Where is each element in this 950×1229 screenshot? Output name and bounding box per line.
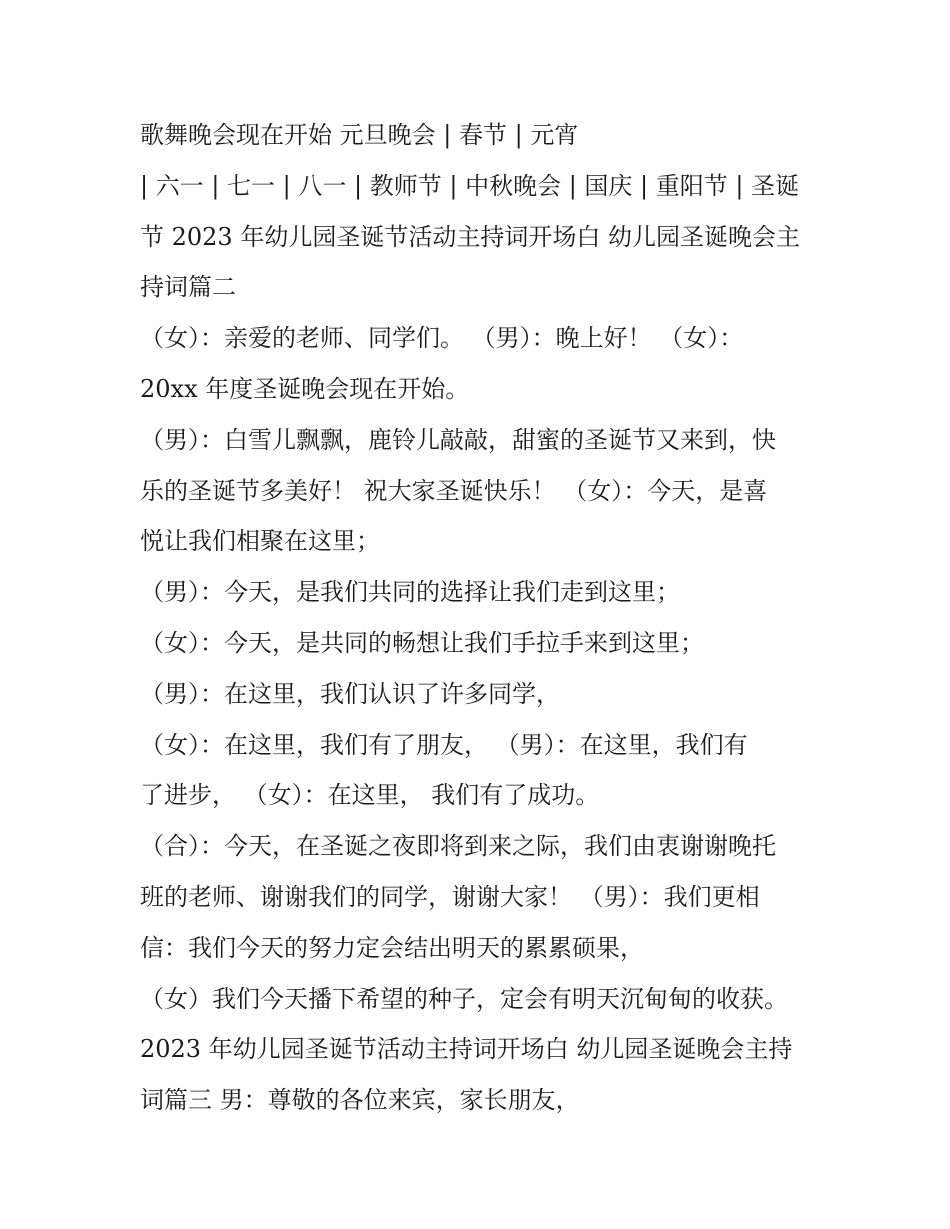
text-line-12: （男）：在这里，我们认识了许多同学， [140,679,560,708]
text-line-20: 词篇三 男：尊敬的各位来宾，家长朋友， [140,1086,580,1115]
text-line-5: （女）：亲爱的老师、同学们。 （男）：晚上好！ （女）： [140,324,744,353]
text-line-18: （女）我们今天播下希望的种子，定会有明天沉甸甸的收获。 [140,984,788,1013]
text-line-7: （男）：白雪儿飘飘，鹿铃儿敲敲，甜蜜的圣诞节又来到，快 [140,425,776,454]
text-line-1: 歌舞晚会现在开始 元旦晚会 | 春节 | 元宵 [140,121,579,149]
text-line-8: 乐的圣诞节多美好！ 祝大家圣诞快乐！ （女）：今天，是喜 [140,476,768,505]
text-line-19: 2023 年幼儿园圣诞节活动主持词开场白 幼儿园圣诞晚会主持 [140,1035,793,1064]
text-line-6: 20xx 年度圣诞晚会现在开始。 [140,374,470,403]
text-line-4: 持词篇二 [140,273,236,302]
text-line-3: 节 2023 年幼儿园圣诞节活动主持词开场白 幼儿园圣诞晚会主 [140,222,800,251]
text-line-17: 信：我们今天的努力定会结出明天的累累硕果， [140,933,644,962]
text-line-15: （合）：今天，在圣诞之夜即将到来之际，我们由衷谢谢晚托 [140,832,776,861]
text-line-11: （女）：今天，是共同的畅想让我们手拉手来到这里； [140,628,704,657]
text-line-9: 悦让我们相聚在这里； [140,527,380,556]
text-line-14: 了进步， （女）：在这里， 我们有了成功。 [140,781,600,810]
text-line-13: （女）：在这里，我们有了朋友， （男）：在这里，我们有 [140,730,748,759]
text-line-16: 班的老师、谢谢我们的同学，谢谢大家！ （男）：我们更相 [140,882,760,911]
text-line-2: | 六一 | 七一 | 八一 | 教师节 | 中秋晚会 | 国庆 | 重阳节 | 圣诞 [140,171,800,200]
text-line-10: （男）：今天，是我们共同的选择让我们走到这里； [140,578,680,607]
document-body [140,110,830,1126]
